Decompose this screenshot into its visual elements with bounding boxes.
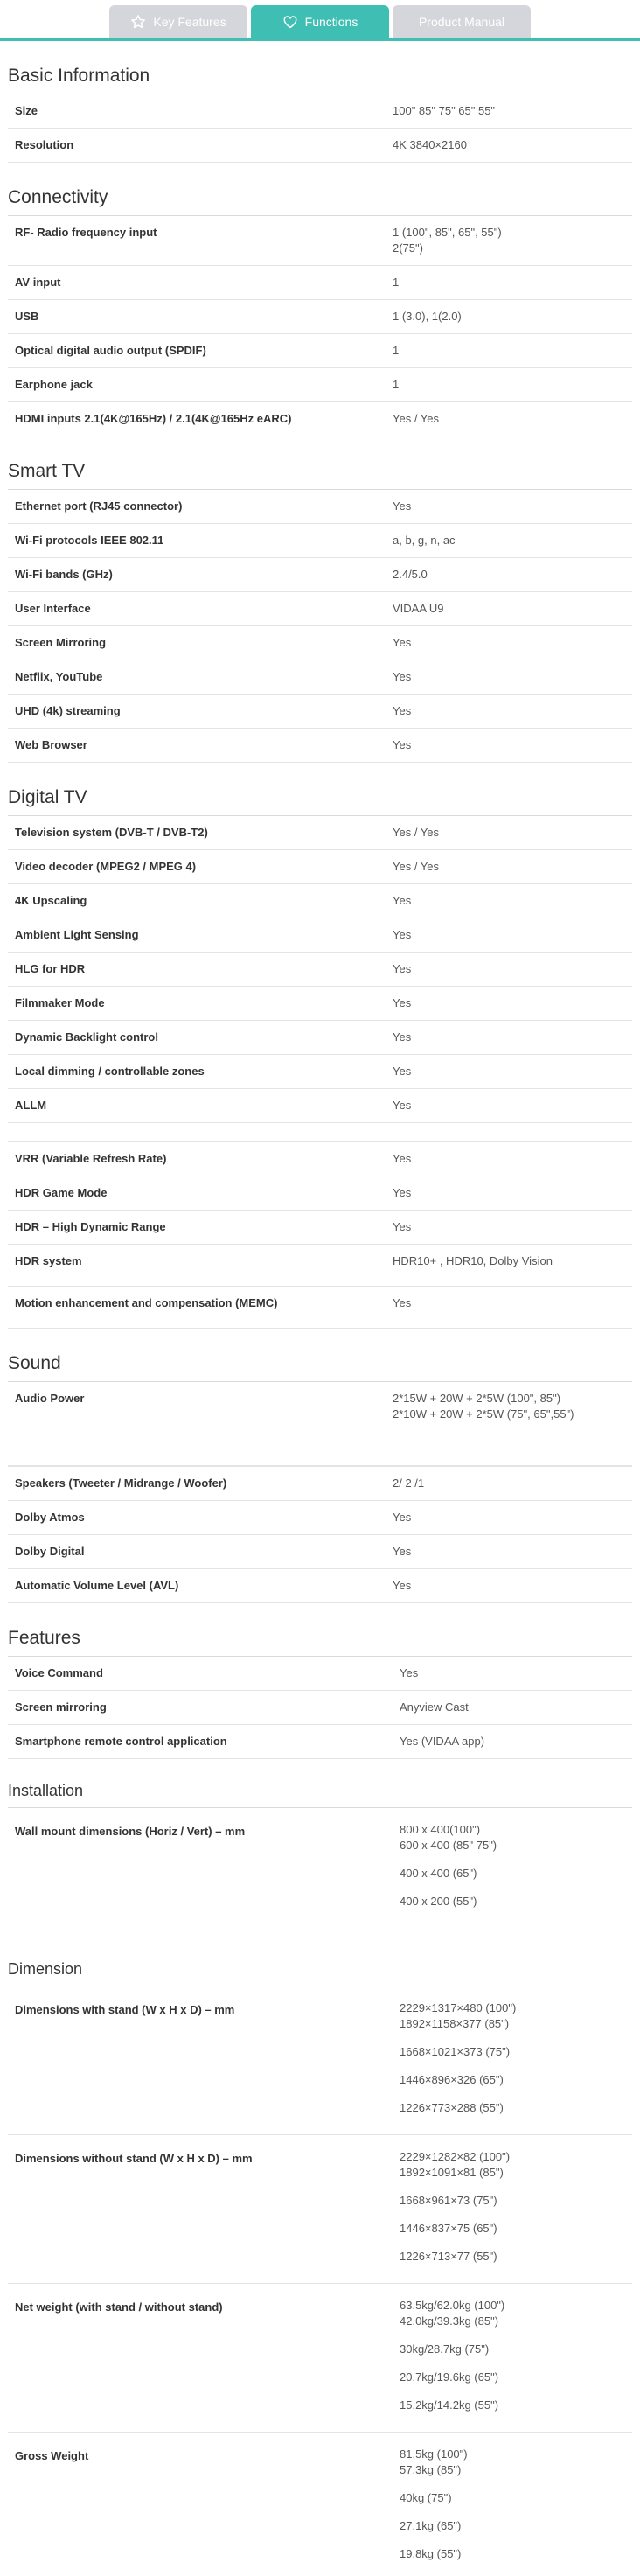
tab-label: Product Manual xyxy=(418,15,505,29)
section-title-basic: Basic Information xyxy=(8,41,632,94)
spec-row xyxy=(8,884,632,918)
spec-label: Voice Command xyxy=(15,1666,103,1679)
spec-label: VRR (Variable Refresh Rate) xyxy=(15,1152,167,1165)
spec-label: Screen Mirroring xyxy=(15,636,107,649)
spec-label: Dimensions without stand (W x H x D) – mm xyxy=(15,2152,253,2165)
spec-value: Yes xyxy=(393,1099,412,1112)
spec-row xyxy=(8,1287,632,1329)
tab-label: Key Features xyxy=(153,15,226,29)
spec-value: Yes xyxy=(393,1511,412,1524)
spec-row xyxy=(8,490,632,524)
spec-label: Dolby Atmos xyxy=(15,1511,85,1524)
section-title-smart-tv: Smart TV xyxy=(8,436,632,490)
spec-row xyxy=(8,334,632,368)
spec-value: Yes xyxy=(393,894,412,907)
spec-label: Television system (DVB-T / DVB-T2) xyxy=(15,826,208,839)
spec-row xyxy=(8,1089,632,1123)
spec-value: Yes xyxy=(393,704,412,717)
spec-value: HDR10+ , HDR10, Dolby Vision xyxy=(393,1254,553,1267)
spec-value: a, b, g, n, ac xyxy=(393,534,456,547)
spec-row xyxy=(8,1725,632,1759)
spec-value: Yes xyxy=(393,670,412,683)
spec-row xyxy=(8,660,632,695)
spec-value: Yes xyxy=(393,1065,412,1078)
spec-row xyxy=(8,300,632,334)
spec-label: Ambient Light Sensing xyxy=(15,928,139,941)
spec-row xyxy=(8,524,632,558)
spec-label: User Interface xyxy=(15,602,91,615)
spec-value: Yes xyxy=(393,499,412,513)
spec-value: 100" 85" 75" 65" 55" xyxy=(393,104,496,117)
spec-row xyxy=(8,129,632,163)
spec-value: Yes xyxy=(393,738,412,751)
spec-row xyxy=(8,1808,632,1937)
spec-value: 2.4/5.0 xyxy=(393,568,428,581)
spec-label: HLG for HDR xyxy=(15,962,86,975)
spec-value: Yes xyxy=(393,928,412,941)
spec-row xyxy=(8,1986,632,2135)
spec-label: Netflix, YouTube xyxy=(15,670,103,683)
section-title-features: Features xyxy=(8,1603,632,1657)
spec-value: 63.5kg/62.0kg (100") 42.0kg/39.3kg (85") 30kg/28.7kg (75") 20.7kg/19.6kg (65") 15.2kg/14.2kg (55") xyxy=(400,2299,505,2412)
spec-value: Yes xyxy=(393,636,412,649)
spec-value: Yes / Yes xyxy=(393,412,440,425)
spec-row xyxy=(8,1691,632,1725)
spec-value: 2*15W + 20W + 2*5W (100", 85") 2*10W + 20W + 2*5W (75", 65",55") xyxy=(393,1392,574,1421)
spec-value: Yes xyxy=(393,1220,412,1233)
spec-row xyxy=(8,953,632,987)
spec-row xyxy=(8,918,632,953)
spec-row xyxy=(8,1657,632,1691)
spec-row xyxy=(8,1021,632,1055)
spec-label: UHD (4k) streaming xyxy=(15,704,121,717)
spec-value: Yes xyxy=(393,1152,412,1165)
spec-row xyxy=(8,695,632,729)
tab-key-features[interactable] xyxy=(109,5,247,38)
spec-row xyxy=(8,592,632,626)
tab-functions[interactable] xyxy=(251,5,389,38)
spec-row xyxy=(8,1501,632,1535)
spec-label: HDR – High Dynamic Range xyxy=(15,1220,166,1233)
spec-value: Yes xyxy=(393,996,412,1009)
spec-label: Speakers (Tweeter / Midrange / Woofer) xyxy=(15,1476,227,1490)
spec-value: 1 (3.0), 1(2.0) xyxy=(393,310,462,323)
spec-label: Gross Weight xyxy=(15,2449,89,2462)
spec-label: USB xyxy=(15,310,39,323)
spec-row xyxy=(8,729,632,763)
spec-row xyxy=(8,2284,632,2433)
spec-row xyxy=(8,1467,632,1501)
spec-row xyxy=(8,266,632,300)
spec-value: VIDAA U9 xyxy=(393,602,444,615)
spec-value: Anyview Cast xyxy=(400,1700,469,1714)
spec-value: 4K 3840×2160 xyxy=(393,138,467,151)
spec-value: Yes xyxy=(400,1666,419,1679)
section-title-sound: Sound xyxy=(8,1329,632,1382)
spec-row xyxy=(8,2433,632,2576)
spec-row xyxy=(8,1245,632,1287)
spec-label: Local dimming / controllable zones xyxy=(15,1065,205,1078)
spec-label: Ethernet port (RJ45 connector) xyxy=(15,499,183,513)
tab-bar xyxy=(0,0,640,38)
spec-label: Filmmaker Mode xyxy=(15,996,105,1009)
spec-label: Wi-Fi bands (GHz) xyxy=(15,568,113,581)
spec-value: 1 xyxy=(393,276,400,289)
spec-label: Screen mirroring xyxy=(15,1700,107,1714)
spec-label: Wall mount dimensions (Horiz / Vert) – mm xyxy=(15,1825,246,1838)
spec-row xyxy=(8,987,632,1021)
spec-row xyxy=(8,1569,632,1603)
spec-label: RF- Radio frequency input xyxy=(15,226,157,239)
spec-value: 800 x 400(100") 600 x 400 (85" 75") 400 x 400 (65") 400 x 200 (55") xyxy=(400,1823,497,1908)
spec-label: Audio Power xyxy=(15,1392,85,1405)
spec-row xyxy=(8,94,632,129)
spec-label: Automatic Volume Level (AVL) xyxy=(15,1579,179,1592)
spec-value: Yes / Yes xyxy=(393,860,440,873)
spec-row xyxy=(8,1055,632,1089)
spec-row xyxy=(8,850,632,884)
spec-content xyxy=(0,41,640,2576)
spec-label: Earphone jack xyxy=(15,378,93,391)
section-title-connectivity: Connectivity xyxy=(8,163,632,216)
tab-label: Functions xyxy=(304,15,358,29)
spec-label: Video decoder (MPEG2 / MPEG 4) xyxy=(15,860,197,873)
spec-value: Yes xyxy=(393,1545,412,1558)
spec-row xyxy=(8,216,632,266)
spec-row xyxy=(8,1382,632,1466)
spec-label: Dynamic Backlight control xyxy=(15,1030,158,1044)
heart-icon xyxy=(282,14,298,30)
spec-label: Smartphone remote control application xyxy=(15,1735,227,1748)
spec-value: 2/ 2 /1 xyxy=(393,1476,425,1490)
spec-value: Yes (VIDAA app) xyxy=(400,1735,485,1748)
spec-row xyxy=(8,402,632,436)
spec-row xyxy=(8,1211,632,1245)
spec-row xyxy=(8,558,632,592)
spec-label: HDMI inputs 2.1(4K@165Hz) / 2.1(4K@165Hz eARC) xyxy=(15,412,292,425)
spec-row xyxy=(8,626,632,660)
section-title-digital-tv: Digital TV xyxy=(8,763,632,816)
spec-row xyxy=(8,1535,632,1569)
spec-label: Size xyxy=(15,104,38,117)
spec-label: Dolby Digital xyxy=(15,1545,85,1558)
spec-label: Wi-Fi protocols IEEE 802.11 xyxy=(15,534,164,547)
spec-row xyxy=(8,2135,632,2284)
spec-label: ALLM xyxy=(15,1099,47,1112)
spec-value: 81.5kg (100") 57.3kg (85") 40kg (75") 27.1kg (65") 19.8kg (55") xyxy=(400,2447,468,2560)
spec-label: Dimensions with stand (W x H x D) – mm xyxy=(15,2003,235,2016)
spec-value: 1 xyxy=(393,378,400,391)
spec-value: 2229×1317×480 (100") 1892×1158×377 (85") 1668×1021×373 (75") 1446×896×326 (65") 1226×773×288 (55") xyxy=(400,2001,517,2114)
spec-value: Yes xyxy=(393,1030,412,1044)
spec-label: Resolution xyxy=(15,138,74,151)
spec-row xyxy=(8,816,632,850)
spec-label: HDR Game Mode xyxy=(15,1186,108,1199)
spec-value: Yes xyxy=(393,962,412,975)
spec-row xyxy=(8,1176,632,1211)
spec-label: AV input xyxy=(15,276,61,289)
spec-value: Yes / Yes xyxy=(393,826,440,839)
spec-label: HDR system xyxy=(15,1254,82,1267)
spec-label: Optical digital audio output (SPDIF) xyxy=(15,344,206,357)
tab-product-manual[interactable] xyxy=(393,5,531,38)
empty-row xyxy=(8,1123,632,1142)
spec-row xyxy=(8,1142,632,1176)
spec-label: Motion enhancement and compensation (MEMC) xyxy=(15,1296,278,1309)
spec-label: Net weight (with stand / without stand) xyxy=(15,2300,223,2314)
spec-row xyxy=(8,368,632,402)
spec-value: Yes xyxy=(393,1579,412,1592)
spec-value: Yes xyxy=(393,1296,412,1309)
star-icon xyxy=(130,14,146,30)
spec-value: 1 (100", 85", 65", 55") 2(75") xyxy=(393,226,502,255)
spec-label: Web Browser xyxy=(15,738,87,751)
section-title-installation: Installation xyxy=(8,1759,632,1808)
spec-value: 1 xyxy=(393,344,400,357)
spec-label: 4K Upscaling xyxy=(15,894,87,907)
spec-value: Yes xyxy=(393,1186,412,1199)
section-title-dimension: Dimension xyxy=(8,1937,632,1986)
spec-value: 2229×1282×82 (100") 1892×1091×81 (85") 1668×961×73 (75") 1446×837×75 (65") 1226×713×77 (55") xyxy=(400,2150,511,2263)
